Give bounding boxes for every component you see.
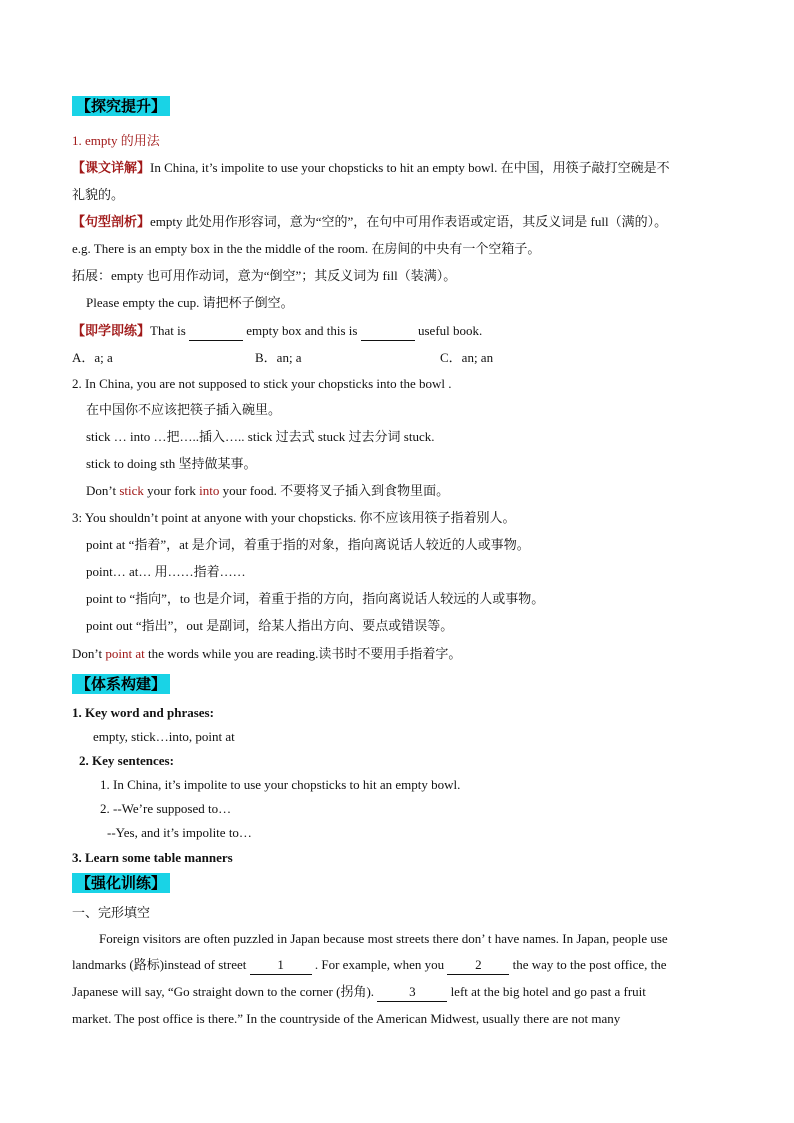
point-at-with-note: point… at… 用……指着…… [86,564,246,579]
section-header-label: 【体系构建】 [72,674,170,694]
text-kewen-cont: 礼貌的。 [72,187,125,202]
item-1-title: 1. empty 的用法 [72,133,160,148]
cloze-line-3: Japanese will say, “Go straight down to the corner (拐角). 3 left at the big hotel and go past a fruit [72,983,646,1002]
cloze-blank-1[interactable]: 1 [250,956,312,975]
label-kewen: 【课文详解】 [72,161,151,176]
key-words-title: 1. Key word and phrases: [72,705,214,720]
label-juxing: 【句型剖析】 [72,215,151,230]
item-3-title: 3: You shouldn’t point at anyone with your chopsticks. 你不应该用筷子指着别人。 [72,510,516,525]
key-sentences-title: 2. Key sentences: [79,753,174,768]
practice-question: 【即学即练】That is empty box and this is useful book. [72,323,483,339]
option-a[interactable]: A．a; a [72,350,113,365]
point-at-note: point at “指着”，at 是介词，着重于指的对象，指向离说话人较近的人或事物。 [86,537,530,552]
table-manners-title: 3. Learn some table manners [72,850,233,865]
please-sentence: Please empty the cup. 请把杯子倒空。 [86,295,294,310]
text-analysis [72,213,667,232]
text-kewen: In China, it’s impolite to use your chopsticks to hit an empty bowl. 在中国，用筷子敲打空碗是不 [150,160,670,175]
cloze-blank-3[interactable]: 3 [377,983,447,1002]
point-out-note: point out “指出”，out 是副词，给某人指出方向、要点或错误等。 [86,618,454,633]
cloze-line-4: market. The post office is there.” In the countryside of the American Midwest, usually there are not many [72,1011,621,1026]
key-sentence-3: --Yes, and it’s impolite to… [107,825,252,840]
option-b[interactable]: B．an; a [255,350,302,365]
example-sentence: e.g. There is an empty box in the the middle of the room. 在房间的中央有一个空箱子。 [72,241,541,256]
cloze-line-1: Foreign visitors are often puzzled in Japan because most streets there don’ t have names. In Japan, people use [99,931,668,946]
text-explanation [72,159,670,178]
cloze-title: 一、完形填空 [72,906,151,921]
dont-point-sentence: Don’t point at the words while you are reading.读书时不要用手指着字。 [72,646,462,661]
section-header-tixi [72,674,170,694]
key-sentence-2: 2. --We’re supposed to… [100,801,232,816]
section-header-label: 【探究提升】 [72,96,170,116]
item-2-cn: 在中国你不应该把筷子插入碗里。 [86,402,282,417]
section-header-tanjiu [72,96,170,116]
cloze-blank-2[interactable]: 2 [447,956,509,975]
section-header-label: 【强化训练】 [72,873,170,893]
text-juxing: empty 此处用作形容词，意为“空的”，在句中可用作表语或定语，其反义词是 full（满的）。 [150,214,668,229]
stick-into-note: stick … into …把…..插入….. stick 过去式 stuck 过去分词 stuck. [86,429,435,444]
cloze-line-2: landmarks (路标)instead of street 1 . For example, when you 2 the way to the post office, the [72,956,667,975]
item-2-title: 2. In China, you are not supposed to stick your chopsticks into the bowl . [72,376,452,391]
stick-to-note: stick to doing sth 坚持做某事。 [86,456,257,471]
section-header-qianghua [72,873,170,893]
dont-stick-sentence: Don’t stick your fork into your food. 不要将叉子插入到食物里面。 [86,483,450,498]
option-c[interactable]: C．an; an [440,350,494,365]
label-jixue: 【即学即练】 [72,324,151,339]
blank-1[interactable] [189,322,243,341]
key-words-text: empty, stick…into, point at [93,729,235,744]
key-sentence-1: 1. In China, it’s impolite to use your chopsticks to hit an empty bowl. [100,777,461,792]
extension-note: 拓展：empty 也可用作动词，意为“倒空”；其反义词为 fill（装满）。 [72,268,457,283]
point-to-note: point to “指向”，to 也是介词，着重于指的方向，指向离说话人较远的人或事物。 [86,591,545,606]
blank-2[interactable] [361,322,415,341]
